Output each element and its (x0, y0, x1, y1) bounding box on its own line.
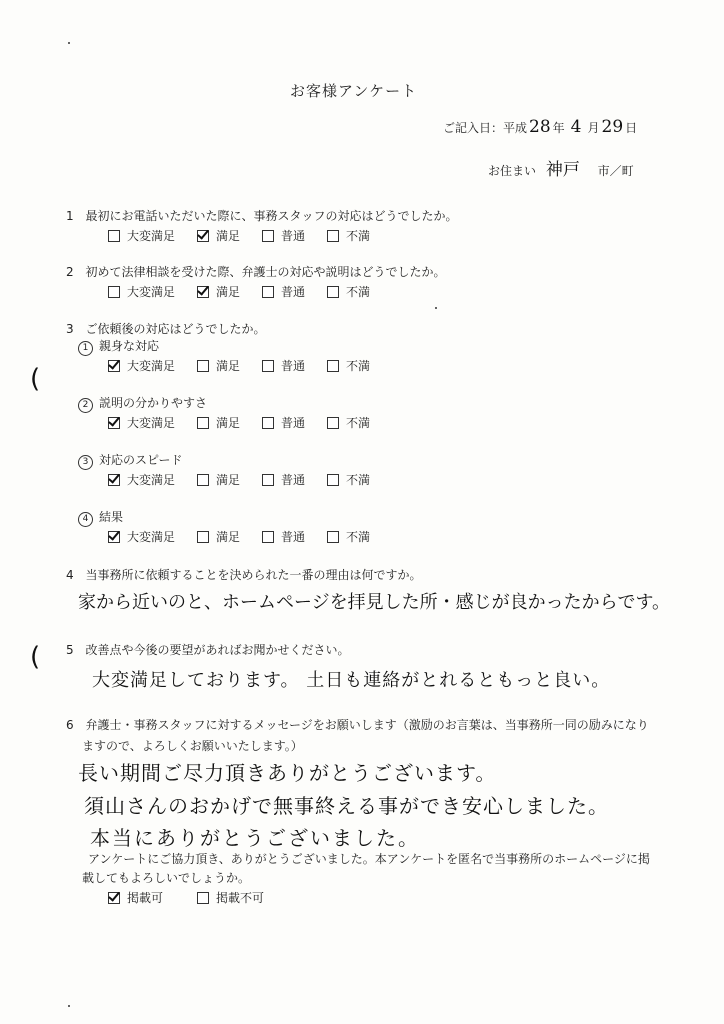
option-satisfied[interactable] (197, 357, 240, 374)
punch-hole-mark: ( (30, 364, 41, 394)
option-label: 不満 (346, 229, 371, 243)
option-label: 満足 (216, 359, 241, 373)
option-very-satisfied[interactable] (108, 357, 175, 374)
q6-answer-line-1: 長い期間ご尽力頂きありがとうございます。 (78, 761, 497, 785)
option-very-satisfied[interactable] (108, 414, 175, 431)
question-text: 改善点や今後の要望があればお聞かせください。 (85, 643, 350, 657)
option-label: 満足 (216, 530, 241, 544)
q3-item-1-options (108, 357, 392, 374)
date-year-unit: 年 (552, 121, 565, 135)
date-day-unit: 日 (625, 121, 638, 135)
q6-answer-line-2: 須山さんのおかげで無事終える事ができ安心しました。 (84, 794, 609, 818)
q3-item-4 (78, 508, 123, 527)
option-satisfied[interactable] (197, 227, 240, 244)
option-label: 普通 (281, 229, 306, 243)
q3-item-3 (78, 451, 183, 470)
q4-answer: 家から近いのと、ホームページを拝見した所・感じが良かったからです。 (78, 592, 671, 613)
date-line (443, 117, 637, 137)
option-label: 普通 (281, 530, 306, 544)
checkbox-normal[interactable] (262, 286, 274, 298)
question-number: 6 (66, 718, 74, 732)
address-label: お住まい (488, 164, 537, 178)
option-satisfied[interactable] (197, 283, 240, 300)
checkbox-satisfied[interactable] (197, 417, 209, 429)
option-label: 満足 (216, 473, 241, 487)
question-text: 弁護士・事務スタッフに対するメッセージをお願いします（激励のお言葉は、当事務所一同の励みになり (85, 718, 649, 732)
question-3 (66, 320, 265, 337)
checkbox-normal[interactable] (262, 230, 274, 242)
option-dissatisfied[interactable] (327, 528, 370, 545)
checkbox-dissatisfied[interactable] (327, 474, 339, 486)
date-day: 29 (601, 117, 624, 137)
option-normal[interactable] (262, 414, 305, 431)
option-label: 大変満足 (127, 229, 176, 243)
option-label: 不満 (346, 416, 371, 430)
question-number: 1 (66, 209, 74, 223)
option-dissatisfied[interactable] (327, 414, 370, 431)
option-dissatisfied[interactable] (327, 357, 370, 374)
option-label: 普通 (281, 416, 306, 430)
option-label: 満足 (216, 416, 241, 430)
q3-item-label: 説明の分かりやすさ (99, 396, 208, 410)
checkbox-satisfied[interactable] (197, 286, 209, 298)
option-dissatisfied[interactable] (327, 227, 370, 244)
checkbox-normal[interactable] (262, 531, 274, 543)
option-dissatisfied[interactable] (327, 471, 370, 488)
q1-options (108, 227, 392, 244)
checkbox-normal[interactable] (262, 360, 274, 372)
option-very-satisfied[interactable] (108, 227, 175, 244)
checkbox-normal[interactable] (262, 417, 274, 429)
question-4 (66, 566, 421, 583)
question-text: ご依頼後の対応はどうでしたか。 (85, 322, 266, 336)
checkbox-very-satisfied[interactable] (108, 286, 120, 298)
checkbox-dissatisfied[interactable] (327, 417, 339, 429)
option-satisfied[interactable] (197, 528, 240, 545)
question-number: 3 (66, 322, 74, 336)
checkbox-satisfied[interactable] (197, 360, 209, 372)
q5-answer: 大変満足しております。 土日も連絡がとれるともっと良い。 (92, 670, 611, 691)
question-number: 4 (66, 568, 74, 582)
q6-answer-line-3: 本当にありがとうございました。 (90, 826, 420, 850)
question-number: 2 (66, 265, 74, 279)
option-label: 満足 (216, 229, 241, 243)
option-label: 満足 (216, 285, 241, 299)
question-5 (66, 641, 349, 658)
q3-item-label: 結果 (99, 510, 124, 524)
q3-item-2-options (108, 414, 392, 431)
footer-line-1: アンケートにご協力頂き、ありがとうございました。本アンケートを匿名で当事務所のホームページに掲 (88, 852, 650, 866)
footer-line-2: 載してもよろしいでしょうか。 (82, 871, 251, 885)
checkbox-dissatisfied[interactable] (327, 360, 339, 372)
page-title: お客様アンケート (290, 82, 418, 100)
option-normal[interactable] (262, 227, 305, 244)
q3-item-2 (78, 394, 207, 413)
punch-hole-mark: ( (30, 642, 41, 672)
question-text: 最初にお電話いただいた際に、事務スタッフの対応はどうでしたか。 (85, 209, 458, 223)
date-prefix: ご記入日：平成 (443, 121, 528, 135)
option-label: 不満 (346, 359, 371, 373)
option-label: 掲載可 (127, 891, 164, 905)
question-number: 5 (66, 643, 74, 657)
option-satisfied[interactable] (197, 414, 240, 431)
checkbox-satisfied[interactable] (197, 230, 209, 242)
option-label: 不満 (346, 285, 371, 299)
option-normal[interactable] (262, 283, 305, 300)
q3-item-4-options (108, 528, 392, 545)
circled-number: 1 (78, 341, 93, 356)
option-label: 不満 (346, 473, 371, 487)
circled-number: 3 (78, 455, 93, 470)
checkbox-very-satisfied[interactable] (108, 531, 120, 543)
address-line (488, 155, 634, 180)
scan-speck (68, 1005, 70, 1007)
checkbox-very-satisfied[interactable] (108, 230, 120, 242)
question-1 (66, 207, 457, 224)
circled-number: 2 (78, 398, 93, 413)
q3-item-3-options (108, 471, 392, 488)
question-text: 初めて法律相談を受けた際、弁護士の対応や説明はどうでしたか。 (85, 265, 446, 279)
checkbox-dissatisfied[interactable] (327, 286, 339, 298)
question-6 (66, 716, 649, 733)
option-label: 不満 (346, 530, 371, 544)
option-label: 大変満足 (127, 359, 176, 373)
option-very-satisfied[interactable] (108, 283, 175, 300)
q3-item-label: 対応のスピード (99, 453, 183, 467)
date-month: 4 (570, 117, 582, 137)
q3-item-1 (78, 337, 159, 356)
publish-permit-option[interactable] (108, 889, 163, 906)
checkbox-normal[interactable] (262, 474, 274, 486)
q3-item-label: 親身な対応 (99, 339, 160, 353)
question-2 (66, 263, 445, 280)
checkbox-deny[interactable] (197, 892, 209, 904)
q2-options (108, 283, 392, 300)
scan-speck (435, 307, 437, 309)
checkbox-satisfied[interactable] (197, 531, 209, 543)
checkbox-permit[interactable] (108, 892, 120, 904)
date-month-unit: 月 (587, 121, 600, 135)
checkbox-dissatisfied[interactable] (327, 230, 339, 242)
checkbox-very-satisfied[interactable] (108, 360, 120, 372)
option-label: 普通 (281, 473, 306, 487)
option-normal[interactable] (262, 471, 305, 488)
checkbox-dissatisfied[interactable] (327, 531, 339, 543)
option-normal[interactable] (262, 357, 305, 374)
option-satisfied[interactable] (197, 471, 240, 488)
date-year: 28 (529, 117, 551, 137)
publish-deny-option[interactable] (197, 889, 264, 906)
option-label: 大変満足 (127, 530, 176, 544)
question-text: 当事務所に依頼することを決められた一番の理由は何ですか。 (85, 568, 422, 582)
option-label: 大変満足 (127, 285, 176, 299)
checkbox-very-satisfied[interactable] (108, 417, 120, 429)
publish-options (108, 889, 286, 906)
checkbox-satisfied[interactable] (197, 474, 209, 486)
option-normal[interactable] (262, 528, 305, 545)
option-label: 大変満足 (127, 473, 176, 487)
option-label: 普通 (281, 285, 306, 299)
option-label: 大変満足 (127, 416, 176, 430)
option-label: 普通 (281, 359, 306, 373)
option-very-satisfied[interactable] (108, 471, 175, 488)
address-city-suffix: 市／町 (597, 164, 634, 178)
address-city: 神戸 (545, 160, 580, 180)
scan-speck (68, 42, 70, 44)
option-dissatisfied[interactable] (327, 283, 370, 300)
question-6-cont: ますので、よろしくお願いいたします。） (82, 739, 303, 753)
option-very-satisfied[interactable] (108, 528, 175, 545)
checkbox-very-satisfied[interactable] (108, 474, 120, 486)
circled-number: 4 (78, 512, 93, 527)
option-label: 掲載不可 (216, 891, 265, 905)
